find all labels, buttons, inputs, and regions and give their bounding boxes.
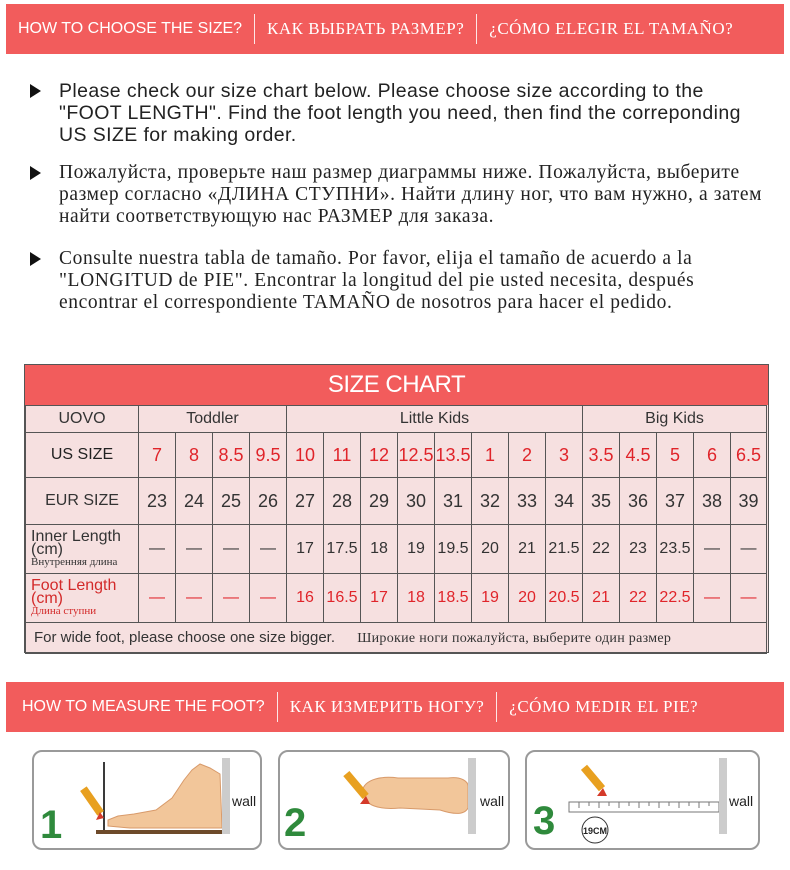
instruction-en xyxy=(30,80,770,146)
foot-length-cell: — xyxy=(694,574,731,623)
inner-length-cell: — xyxy=(250,525,287,574)
instruction-text-en: Please check our size chart below. Please choose size according to the "FOOT LENGTH". Find the foot length you need, then find the correponding US SIZE for making order. xyxy=(59,80,741,146)
group-big-kids: Big Kids xyxy=(583,406,767,433)
wall-label: wall xyxy=(232,793,257,809)
foot-side-icon xyxy=(108,764,222,828)
note-row xyxy=(26,623,767,654)
inner-length-cell: 19.5 xyxy=(435,525,472,574)
triangle-bullet-icon xyxy=(30,252,41,266)
eur-size-cell: 27 xyxy=(287,478,324,525)
inner-length-cell: 19 xyxy=(398,525,435,574)
banner-title-es: ¿CÓMO ELEGIR EL TAMAÑO? xyxy=(489,19,734,38)
corner-label: UOVO xyxy=(26,406,139,433)
banner-title-ru: КАК ВЫБРАТЬ РАЗМЕР? xyxy=(267,19,465,38)
eur-size-cell: 25 xyxy=(213,478,250,525)
foot-label-ru: Длина ступни xyxy=(31,604,97,617)
eur-size-cell: 38 xyxy=(694,478,731,525)
foot-label-en: Foot Length (cm) xyxy=(31,576,117,607)
foot-length-cell: 17 xyxy=(361,574,398,623)
row-label xyxy=(26,525,139,574)
size-chart-title: SIZE CHART xyxy=(25,365,768,405)
inner-length-cell: — xyxy=(731,525,767,574)
foot-length-cell: 16 xyxy=(287,574,324,623)
us-size-row xyxy=(26,433,767,478)
step-2-illustration xyxy=(280,752,508,848)
us-size-cell: 3.5 xyxy=(583,433,620,478)
instruction-text-ru: Пожалуйста, проверьте наш размер диаграммы ниже. Пожалуйста, выберите размер согласно «ДЛИНА СТУПНИ». Найти длину ног, что вам нужно, а затем найти соответствующую нас РАЗМЕР для заказа. xyxy=(59,162,763,227)
inner-length-cell: 22 xyxy=(583,525,620,574)
foot-length-cell: 21 xyxy=(583,574,620,623)
measure-banner xyxy=(6,682,784,732)
inner-length-cell: 20 xyxy=(472,525,509,574)
foot-length-cell: 18.5 xyxy=(435,574,472,623)
inner-label-en: Inner Length (cm) xyxy=(31,527,121,558)
eur-size-row xyxy=(26,478,767,525)
eur-size-cell: 32 xyxy=(472,478,509,525)
wall-icon xyxy=(719,758,727,834)
instruction-es xyxy=(30,248,770,314)
size-table xyxy=(25,405,767,654)
banner-title-en: HOW TO CHOOSE THE SIZE? xyxy=(18,20,243,37)
measure-step-1 xyxy=(32,750,262,850)
eur-size-cell: 33 xyxy=(509,478,546,525)
inner-label-ru: Внутренняя длина xyxy=(31,555,118,568)
us-size-cell: 5 xyxy=(657,433,694,478)
eur-size-cell: 31 xyxy=(435,478,472,525)
eur-size-cell: 23 xyxy=(139,478,176,525)
group-header-row xyxy=(26,406,767,433)
eur-size-cell: 29 xyxy=(361,478,398,525)
size-chart xyxy=(24,364,769,653)
us-size-cell: 4.5 xyxy=(620,433,657,478)
ruler-icon xyxy=(569,802,719,812)
us-size-cell: 13.5 xyxy=(435,433,472,478)
inner-length-cell: — xyxy=(176,525,213,574)
foot-length-cell: 20.5 xyxy=(546,574,583,623)
us-size-cell: 11 xyxy=(324,433,361,478)
row-label xyxy=(26,574,139,623)
note-en: For wide foot, please choose one size bigger. xyxy=(34,629,336,646)
us-size-cell: 10 xyxy=(287,433,324,478)
foot-length-cell: 22 xyxy=(620,574,657,623)
pencil-icon xyxy=(581,765,607,796)
us-size-cell: 12.5 xyxy=(398,433,435,478)
row-label: EUR SIZE xyxy=(26,478,139,525)
row-label: US SIZE xyxy=(26,433,139,478)
eur-size-cell: 35 xyxy=(583,478,620,525)
foot-length-cell: 16.5 xyxy=(324,574,361,623)
step-number: 1 xyxy=(40,803,63,847)
note-ru: Широкие ноги пожалуйста, выберите один размер xyxy=(357,631,672,646)
measure-label: 19CM xyxy=(582,826,608,836)
inner-length-cell: — xyxy=(213,525,250,574)
foot-length-cell: 20 xyxy=(509,574,546,623)
foot-length-cell: — xyxy=(176,574,213,623)
instruction-text-es: Consulte nuestra tabla de tamaño. Por favor, elija el tamaño de acuerdo a la "LONGITUD de PIE". Encontrar la longitud del pie usted necesita, después encontrar el correspondiente TAMAÑO de nosotros para hacer el pedido. xyxy=(59,248,695,313)
measure-step-2 xyxy=(278,750,510,850)
inner-length-cell: 18 xyxy=(361,525,398,574)
foot-length-cell: — xyxy=(139,574,176,623)
eur-size-cell: 36 xyxy=(620,478,657,525)
inner-length-cell: 17 xyxy=(287,525,324,574)
foot-length-row xyxy=(26,574,767,623)
banner-divider xyxy=(476,14,477,44)
measure-title-ru: КАК ИЗМЕРИТЬ НОГУ? xyxy=(289,697,485,716)
inner-length-row xyxy=(26,525,767,574)
eur-size-cell: 28 xyxy=(324,478,361,525)
top-banner xyxy=(6,4,784,54)
banner-divider xyxy=(277,692,278,722)
step-number: 2 xyxy=(284,801,307,845)
measure-step-3 xyxy=(525,750,760,850)
inner-length-cell: 21.5 xyxy=(546,525,583,574)
foot-length-cell: — xyxy=(250,574,287,623)
inner-length-cell: — xyxy=(694,525,731,574)
measure-title-en: HOW TO MEASURE THE FOOT? xyxy=(22,698,265,715)
inner-length-cell: 17.5 xyxy=(324,525,361,574)
instruction-ru xyxy=(30,162,770,228)
inner-length-cell: — xyxy=(139,525,176,574)
eur-size-cell: 24 xyxy=(176,478,213,525)
foot-length-cell: — xyxy=(213,574,250,623)
triangle-bullet-icon xyxy=(30,84,41,98)
group-little-kids: Little Kids xyxy=(287,406,583,433)
banner-divider xyxy=(496,692,497,722)
step-number: 3 xyxy=(533,799,556,843)
foot-length-cell: 22.5 xyxy=(657,574,694,623)
banner-divider xyxy=(254,14,255,44)
inner-length-cell: 23.5 xyxy=(657,525,694,574)
us-size-cell: 2 xyxy=(509,433,546,478)
us-size-cell: 8 xyxy=(176,433,213,478)
eur-size-cell: 37 xyxy=(657,478,694,525)
group-toddler: Toddler xyxy=(139,406,287,433)
wall-icon xyxy=(222,758,230,834)
wall-label: wall xyxy=(480,793,505,809)
step-1-illustration xyxy=(34,752,260,848)
eur-size-cell: 34 xyxy=(546,478,583,525)
eur-size-cell: 26 xyxy=(250,478,287,525)
eur-size-cell: 39 xyxy=(731,478,767,525)
us-size-cell: 3 xyxy=(546,433,583,478)
wall-label: wall xyxy=(729,793,754,809)
foot-length-cell: 18 xyxy=(398,574,435,623)
wall-icon xyxy=(468,758,476,834)
us-size-cell: 1 xyxy=(472,433,509,478)
pencil-icon xyxy=(80,786,104,820)
triangle-bullet-icon xyxy=(30,166,41,180)
wide-foot-note xyxy=(26,623,767,654)
foot-top-icon xyxy=(362,777,468,813)
inner-length-cell: 23 xyxy=(620,525,657,574)
step-3-illustration xyxy=(527,752,758,848)
us-size-cell: 12 xyxy=(361,433,398,478)
foot-length-cell: — xyxy=(731,574,767,623)
us-size-cell: 7 xyxy=(139,433,176,478)
us-size-cell: 9.5 xyxy=(250,433,287,478)
inner-length-cell: 21 xyxy=(509,525,546,574)
measure-title-es: ¿CÓMO MEDIR EL PIE? xyxy=(509,697,699,716)
us-size-cell: 8.5 xyxy=(213,433,250,478)
us-size-cell: 6 xyxy=(694,433,731,478)
us-size-cell: 6.5 xyxy=(731,433,767,478)
eur-size-cell: 30 xyxy=(398,478,435,525)
foot-length-cell: 19 xyxy=(472,574,509,623)
